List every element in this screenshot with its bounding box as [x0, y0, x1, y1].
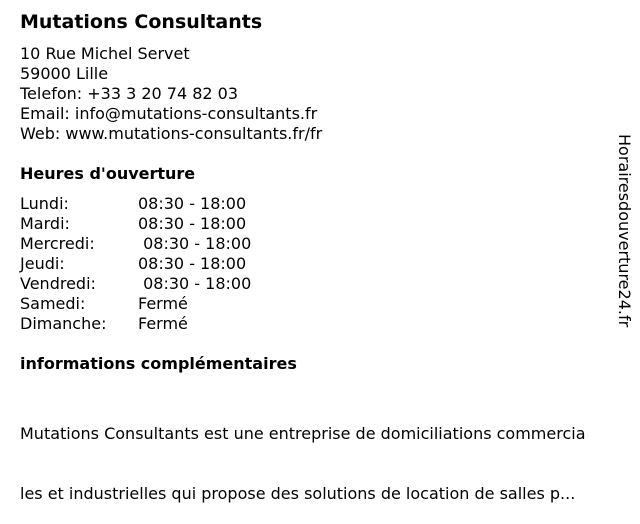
hours-row-saturday [20, 294, 251, 314]
street-address: 10 Rue Michel Servet [20, 44, 190, 63]
opening-hours-heading: Heures d'ouverture [20, 164, 196, 183]
day-label: Mardi: [20, 214, 70, 233]
day-label: Jeudi: [20, 254, 65, 273]
day-hours: 08:30 - 18:00 [138, 214, 247, 233]
phone-number: Telefon: +33 3 20 74 82 03 [20, 84, 239, 103]
company-name: Mutations Consultants [20, 11, 263, 33]
day-label: Mercredi: [20, 234, 95, 253]
day-label: Vendredi: [20, 274, 96, 293]
day-hours: 08:30 - 18:00 [138, 274, 252, 293]
description-line: Mutations Consultants est une entreprise de domiciliations commercia [20, 424, 586, 443]
hours-row-thursday [20, 254, 251, 274]
day-label: Lundi: [20, 194, 69, 213]
website: Web: www.mutations-consultants.fr/fr [20, 124, 323, 143]
hours-row-tuesday [20, 214, 251, 234]
email-address: Email: info@mutations-consultants.fr [20, 104, 318, 123]
hours-row-friday [20, 274, 251, 294]
description-line: les et industrielles qui propose des solutions de location de salles p... [20, 484, 576, 503]
day-hours: 08:30 - 18:00 [138, 234, 252, 253]
opening-hours-table [20, 194, 251, 334]
business-description [20, 384, 632, 524]
contact-block [20, 44, 322, 144]
source-watermark: Horairesdouverture24.fr [615, 134, 634, 328]
hours-row-monday [20, 194, 251, 214]
hours-row-wednesday [20, 234, 251, 254]
day-hours: Fermé [138, 314, 188, 333]
day-hours: 08:30 - 18:00 [138, 194, 247, 213]
day-hours: Fermé [138, 294, 188, 313]
additional-info-heading: informations complémentaires [20, 354, 297, 373]
city-postcode: 59000 Lille [20, 64, 109, 83]
day-label: Samedi: [20, 294, 86, 313]
hours-row-sunday [20, 314, 251, 334]
day-label: Dimanche: [20, 314, 107, 333]
day-hours: 08:30 - 18:00 [138, 254, 247, 273]
